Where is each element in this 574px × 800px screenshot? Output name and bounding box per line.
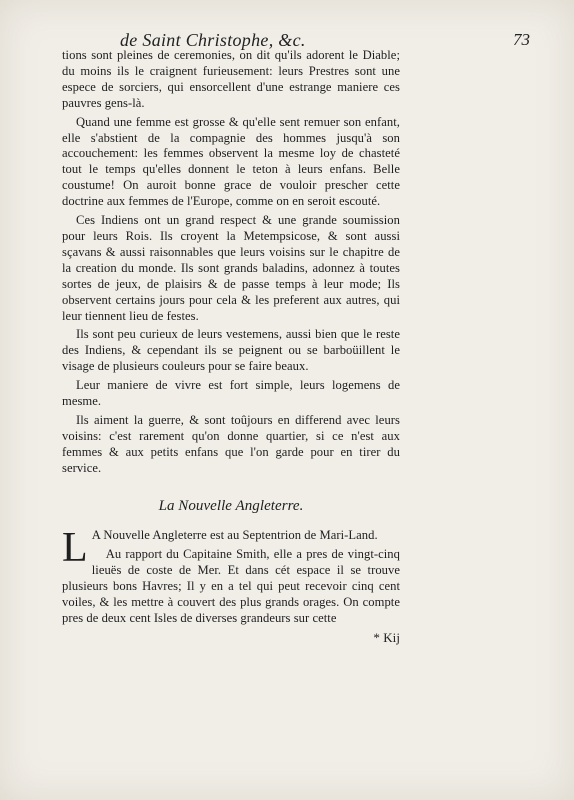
page-number: 73 [513, 30, 530, 49]
section-first-paragraph [62, 525, 400, 572]
section-title: La Nouvelle Angleterre. [158, 497, 304, 514]
running-head: de Saint Christophe, &c. [120, 30, 306, 50]
paragraph-1: tions sont pleines de ceremonies, on dit qu'ils adorent le Diable; du moins ils le craignent furieusement: leurs Prestres sont une espece de sorciers, qui ensorcellent d'une estrange maniere ces pauvres gens-là. [62, 48, 400, 110]
signature-mark: * Kij [373, 629, 400, 645]
section-paragraph-2: Au rapport du Capitaine Smith, elle a pres de vingt-cinq lieuës de coste de Mer. Et dans cét espace il se trouve plusieurs bons Havres; Il y en a tel qui peut recevoir cinq cent voiles, & les mettre à couvert des plus grands orages. On compte pres de deux cent Isles de diverses grandeurs sur cette [62, 547, 400, 625]
paragraph-2: Quand une femme est grosse & qu'elle sent remuer son enfant, elle s'abstient de la compagnie des hommes jusqu'à son accouchement: les femmes observent la mesme loy de chasteté tout le temps qu'elles donnent le teton à leurs enfans. Belle coustume! On auroit bonne grace de vouloir prescher cette doctrine aux femmes de l'Europe, comme on en seroit escouté. [62, 114, 400, 209]
paragraph-3: Ces Indiens ont un grand respect & une grande soumission pour leurs Rois. Ils croyent la Metempsicose, & sont aussi sçavans & aussi raisonnables que leurs voisins sur le chapitre de la creation du monde. Ils sont grands baladins, adonnez à toutes sortes de jeux, de plaisirs & de passe temps à leur mode; Ils observent certains jours pour cela & les preferent aux autres, qui leur tiennent lieu de festes. [62, 213, 400, 323]
section-first-paragraph-text: A Nouvelle Angleterre est au Septentrion de Mari-Land. [91, 528, 378, 543]
paragraph-4: Ils sont peu curieux de leurs vestemens, aussi bien que le reste des Indiens, & cependant ils se peignent ou se barboüillent le visage de plusieurs couleurs pour se faire beaux. [62, 327, 400, 374]
page-body [62, 48, 400, 647]
paragraph-6: Ils aiment la guerre, & sont toûjours en differend avec leurs voisins: c'est rarement qu'on donne quartier, si ce n'est aux femmes & aux petits enfans que l'on garde pour en tirer du service. [62, 412, 400, 475]
paragraph-5: Leur maniere de vivre est fort simple, leurs logemens de mesme. [62, 378, 400, 409]
drop-cap: L [62, 525, 88, 572]
catchline [62, 630, 400, 647]
